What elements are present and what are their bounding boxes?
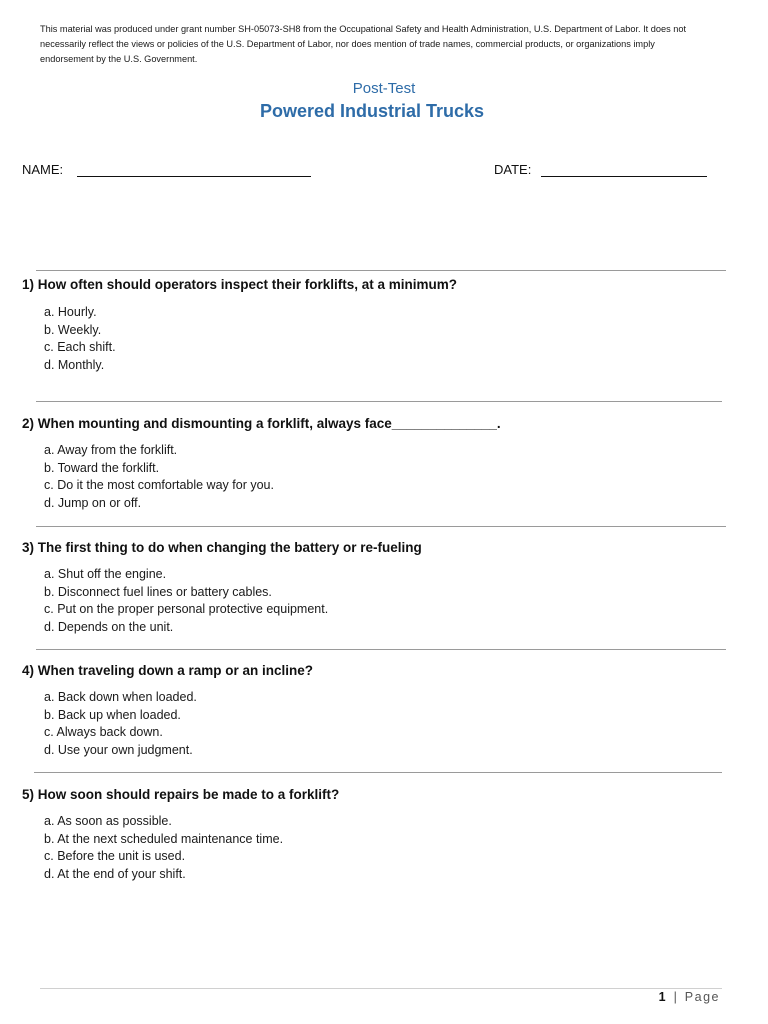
answer-option: d. At the end of your shift.: [44, 866, 186, 881]
name-label: NAME:: [22, 162, 64, 177]
answer-option: c. Do it the most comfortable way for you.: [44, 478, 274, 493]
answer-option: c. Always back down.: [44, 725, 163, 740]
question-divider: [36, 401, 722, 402]
answer-option: b. Disconnect fuel lines or battery cables.: [44, 584, 272, 599]
answer-option: a. Shut off the engine.: [44, 567, 167, 581]
answer-options: [22, 813, 742, 883]
question-text: 2) When mounting and dismounting a forklift, always face______________.: [22, 416, 501, 431]
question-divider: [36, 526, 726, 527]
answer-option: d. Jump on or off.: [44, 495, 142, 510]
answer-option: b. At the next scheduled maintenance time.: [44, 831, 284, 846]
answer-options: [22, 442, 742, 512]
answer-option: c. Each shift.: [44, 340, 116, 355]
document-subtitle: Post-Test: [352, 80, 416, 97]
grant-disclaimer: This material was produced under grant number SH-05073-SH8 from the Occupational Safety and Health Administration, U.S. Department of Labor. It does not necessarily reflect the views or policies of the U.S. Department of Labor, nor does mention of trade names, commercial products, or organizations imply endorsement by the U.S. Government.: [40, 24, 687, 64]
answer-option: b. Back up when loaded.: [44, 707, 181, 722]
question-text: 1) How often should operators inspect their forklifts, at a minimum?: [22, 277, 458, 292]
page-footer: [659, 990, 720, 1004]
question-divider: [34, 772, 722, 773]
date-field: [494, 162, 707, 177]
document-title: Powered Industrial Trucks: [259, 101, 485, 121]
date-label: DATE:: [494, 162, 532, 177]
answer-option: a. As soon as possible.: [44, 814, 172, 828]
name-field: [22, 162, 311, 177]
name-blank-line[interactable]: [77, 162, 311, 177]
answer-option: d. Monthly.: [44, 357, 105, 372]
question-3: [22, 539, 742, 636]
question-1: [22, 276, 742, 374]
question-text: 4) When traveling down a ramp or an incline?: [22, 663, 314, 678]
answer-options: [22, 566, 742, 636]
question-divider: [36, 270, 726, 271]
question-2: [22, 415, 742, 512]
answer-option: c. Put on the proper personal protective equipment.: [44, 602, 329, 617]
answer-option: b. Toward the forklift.: [44, 460, 160, 475]
answer-options: [22, 304, 742, 374]
answer-option: c. Before the unit is used.: [44, 849, 186, 864]
question-text: 5) How soon should repairs be made to a forklift?: [22, 787, 340, 802]
answer-option: b. Weekly.: [44, 322, 102, 337]
answer-options: [22, 689, 742, 759]
answer-option: a. Away from the forklift.: [44, 443, 178, 457]
answer-option: d. Use your own judgment.: [44, 742, 193, 757]
question-divider: [36, 649, 726, 650]
page-label: Page: [684, 990, 720, 1004]
date-blank-line[interactable]: [541, 162, 707, 177]
question-5: [22, 786, 742, 883]
answer-option: a. Hourly.: [44, 305, 97, 319]
page-number: 1: [658, 990, 666, 1004]
answer-option: a. Back down when loaded.: [44, 690, 197, 704]
footer-separator: |: [673, 990, 677, 1004]
answer-option: d. Depends on the unit.: [44, 619, 174, 634]
question-4: [22, 662, 742, 759]
footer-divider: [40, 988, 722, 989]
question-text: 3) The first thing to do when changing the battery or re-fueling: [22, 540, 422, 555]
